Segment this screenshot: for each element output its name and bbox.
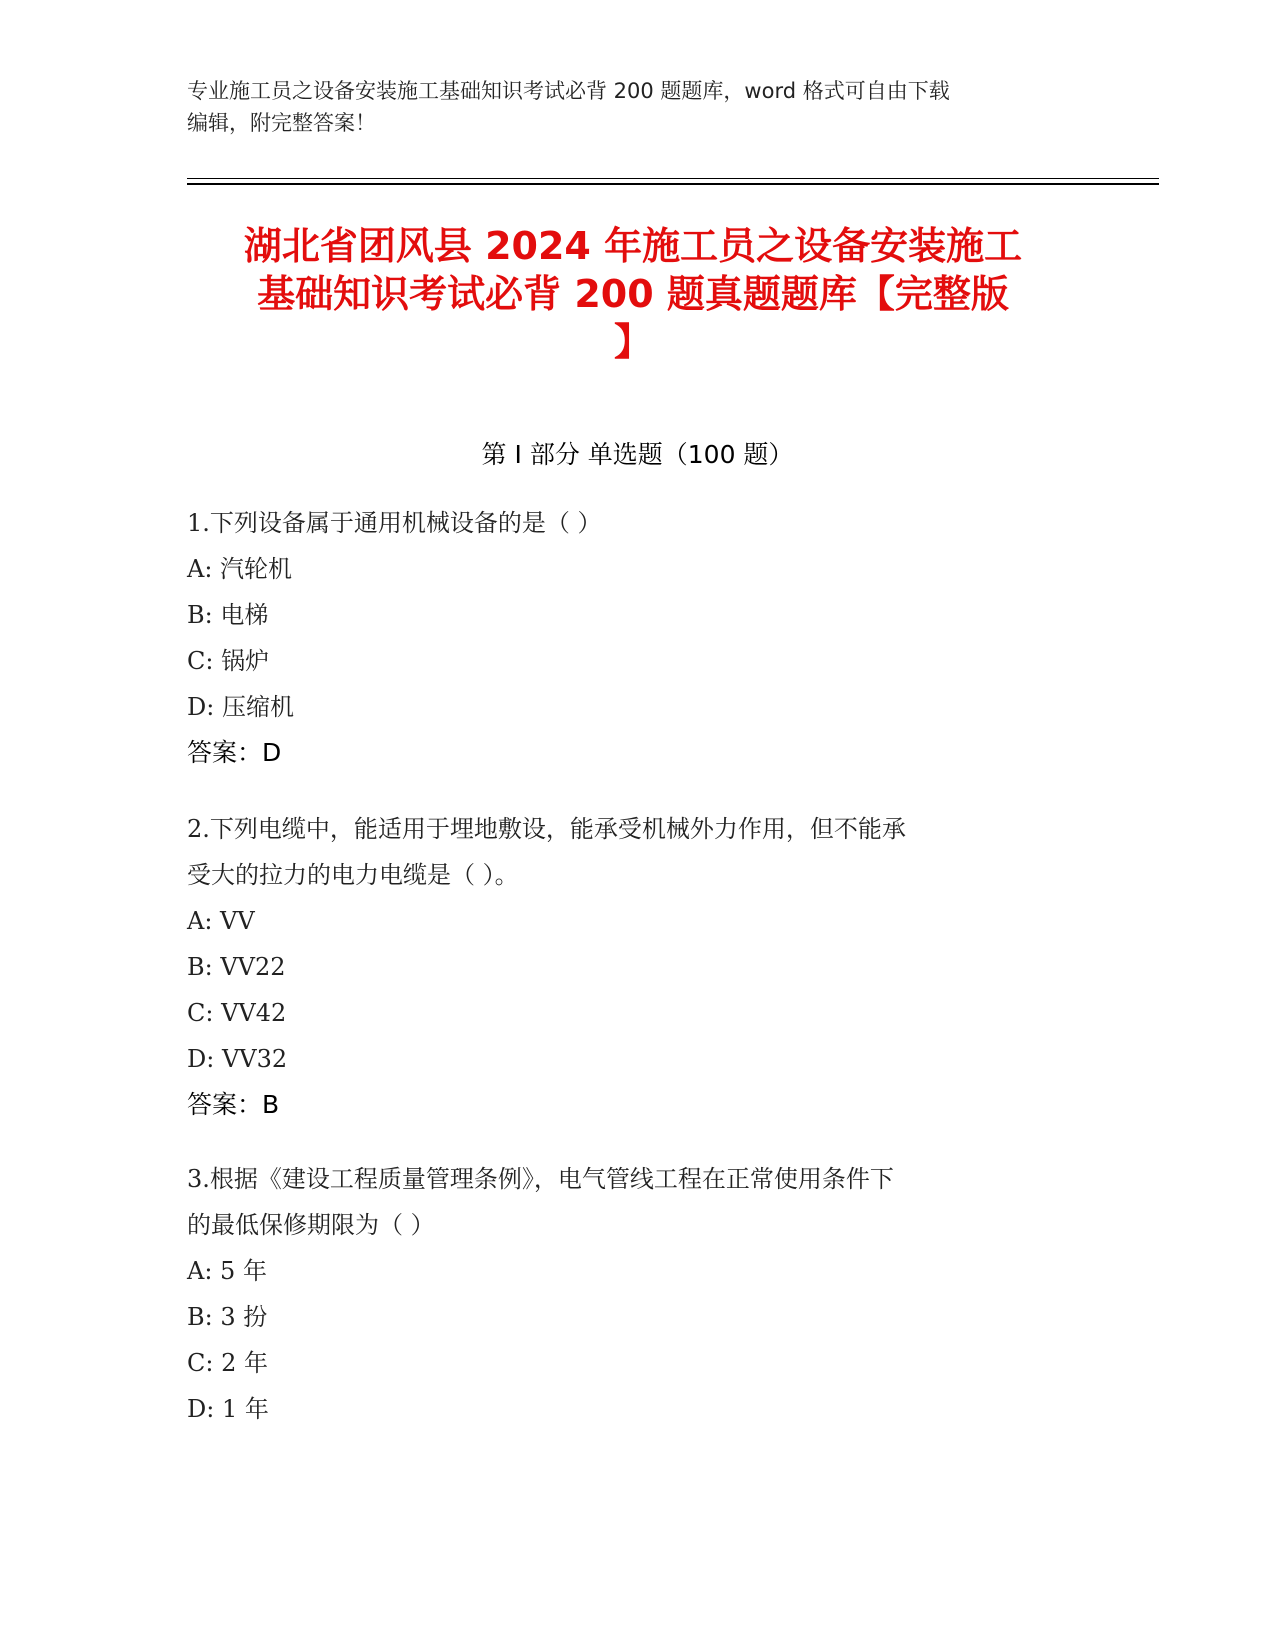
title-line-2: 基础知识考试必背 200 题真题题库【完整版 [257, 272, 1009, 316]
question-stem-line-2: 受大的拉力的电力电缆是（ ）。 [187, 861, 519, 889]
header-note-line-2: 编辑，附完整答案！ [187, 111, 376, 135]
header-note [187, 75, 1067, 139]
question-2 [187, 806, 1067, 1128]
question-1 [187, 500, 1067, 776]
option-a: A: 汽轮机 [187, 555, 293, 583]
option-d: D: VV32 [187, 1045, 288, 1073]
option-b: B: 3 扮 [187, 1303, 268, 1331]
option-d: D: 压缩机 [187, 693, 294, 721]
option-c: C: VV42 [187, 999, 287, 1027]
option-a: A: VV [187, 907, 255, 935]
header-note-line-1: 专业施工员之设备安装施工基础知识考试必背 200 题题库，word 格式可自由下载 [187, 79, 950, 103]
document-title [187, 222, 1079, 366]
title-line-1: 湖北省团风县 2024 年施工员之设备安装施工 [243, 224, 1023, 268]
option-b: B: 电梯 [187, 601, 269, 629]
answer-label: 答案：B [187, 1090, 280, 1119]
option-a: A: 5 年 [187, 1257, 267, 1285]
option-d: D: 1 年 [187, 1395, 269, 1423]
option-c: C: 2 年 [187, 1349, 268, 1377]
option-c: C: 锅炉 [187, 647, 270, 675]
question-stem-line-1: 2.下列电缆中，能适用于埋地敷设，能承受机械外力作用，但不能承 [187, 815, 906, 843]
section-heading: 第 I 部分 单选题（100 题） [481, 440, 794, 469]
header-rule-thin [187, 178, 1159, 179]
question-stem-line-2: 的最低保修期限为（ ） [187, 1211, 435, 1239]
title-line-3: 】 [613, 320, 652, 364]
answer-label: 答案：D [187, 738, 282, 767]
option-b: B: VV22 [187, 953, 286, 981]
question-3 [187, 1156, 1067, 1432]
question-stem-line-1: 3.根据《建设工程质量管理条例》，电气管线工程在正常使用条件下 [187, 1165, 894, 1193]
header-rule-thick [187, 183, 1159, 185]
question-stem: 1.下列设备属于通用机械设备的是（ ） [187, 509, 602, 537]
